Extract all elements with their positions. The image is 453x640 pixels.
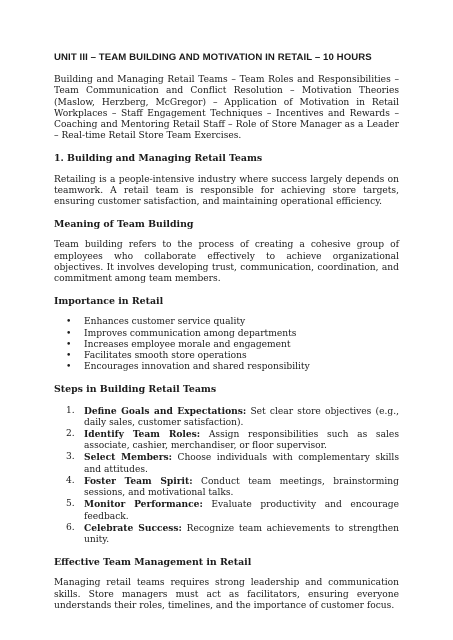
- management-heading: Effective Team Management in Retail: [54, 557, 252, 569]
- steps-list: [54, 406, 399, 546]
- list-item: • Facilitates smooth store operations: [66, 351, 247, 362]
- list-item: 3. Select Members: Choose individuals with complementary skills and attitudes.: [66, 452, 399, 475]
- section-heading-building-teams: 1. Building and Managing Retail Teams: [54, 153, 263, 165]
- unit-summary: Building and Managing Retail Teams – Team Roles and Responsibilities – Team Communication and Conflict Resolution – Motivation Theories (Maslow, Herzberg, McGregor) – Application of Motivation in Retail Workplaces – Staff Engagement Techniques – Incentives and Rewards – Coaching and Mentoring Retail Staff – Role of Store Manager as a Leader – Real-time Retail Store Team Exercises.: [54, 75, 399, 142]
- importance-heading: Importance in Retail: [54, 296, 164, 308]
- section-intro: Retailing is a people-intensive industry where success largely depends on teamwork. A retail team is responsible for achieving store targets, ensuring customer satisfaction, and maintaining operational efficiency.: [54, 174, 399, 208]
- bullet-icon: •: [66, 339, 72, 350]
- list-item: • Increases employee morale and engagement: [66, 339, 291, 350]
- bullet-icon: •: [66, 351, 72, 362]
- list-item: • Enhances customer service quality: [66, 317, 246, 328]
- steps-heading: Steps in Building Retail Teams: [54, 384, 217, 396]
- list-item: • Encourages innovation and shared responsibility: [66, 362, 310, 373]
- list-item: 2. Identify Team Roles: Assign responsibilities such as sales associate, cashier, merchandiser, or floor supervisor.: [66, 429, 399, 452]
- meaning-heading: Meaning of Team Building: [54, 219, 194, 231]
- bullet-icon: •: [66, 317, 72, 328]
- list-item: 4. Foster Team Spirit: Conduct team meetings, brainstorming sessions, and motivational talks.: [66, 475, 399, 499]
- bullet-icon: •: [66, 362, 72, 373]
- list-item: 6. Celebrate Success: Recognize team achievements to strengthen unity.: [66, 522, 400, 545]
- list-item: 1. Define Goals and Expectations: Set clear store objectives (e.g., daily sales, customer satisfaction).: [66, 405, 399, 428]
- management-paragraph: Managing retail teams requires strong leadership and communication skills. Store managers must act as facilitators, ensuring everyone understands their roles, timelines, and the importance of customer focus.: [54, 578, 399, 611]
- unit-title: UNIT III – TEAM BUILDING AND MOTIVATION IN RETAIL – 10 HOURS: [54, 52, 372, 63]
- list-item: • Improves communication among departments: [66, 328, 297, 339]
- importance-list: [54, 317, 399, 373]
- list-item: 5. Monitor Performance: Evaluate productivity and encourage feedback.: [66, 499, 399, 522]
- bullet-icon: •: [66, 328, 72, 339]
- meaning-paragraph: Team building refers to the process of creating a cohesive group of employees who collaborate effectively to achieve organizational objectives. It involves developing trust, communication, coordination, and commitment among team members.: [54, 240, 399, 285]
